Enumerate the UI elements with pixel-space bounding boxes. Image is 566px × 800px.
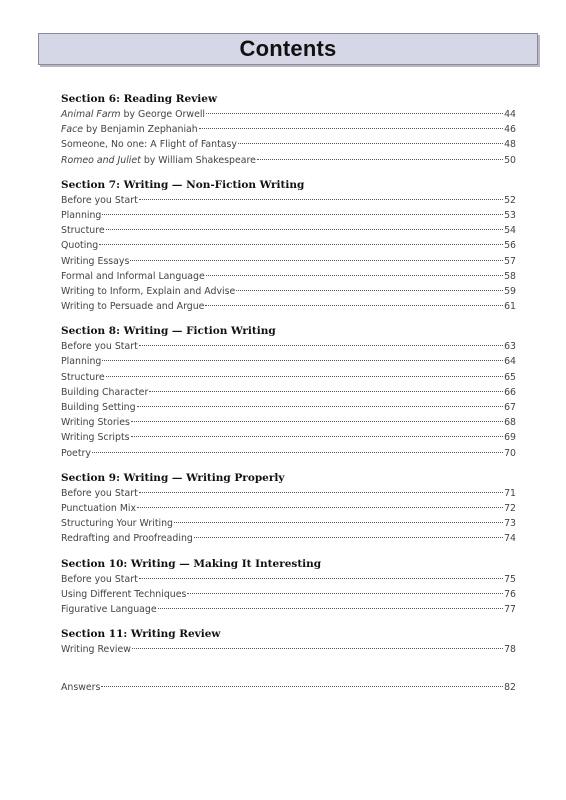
entry-label-text: Formal and Informal Language: [61, 270, 205, 282]
dot-leader: [139, 492, 503, 493]
dot-leader: [139, 578, 503, 579]
entry-label: [61, 238, 98, 253]
dot-leader: [149, 391, 503, 392]
entry-label: [61, 486, 138, 501]
dot-leader: [194, 537, 503, 538]
entry-page-number: 74: [504, 533, 516, 545]
toc-entry[interactable]: [61, 208, 516, 223]
entry-label-text: Writing to Inform, Explain and Advise: [61, 285, 236, 297]
entry-label: [61, 501, 136, 516]
entry-page-number: 44: [504, 109, 516, 120]
dot-leader: [158, 608, 503, 609]
entry-label-text: Building Setting: [61, 402, 136, 413]
entry-label: [61, 415, 130, 430]
entry-label-text: Structuring Your Writing: [61, 518, 173, 530]
entry-label: [61, 269, 205, 284]
dot-leader: [199, 128, 503, 129]
entry-label: [61, 602, 157, 617]
section-title: Section 10: Writing — Making It Interesting: [61, 557, 322, 570]
toc-entry[interactable]: [61, 446, 516, 461]
entry-page-number: 52: [504, 194, 516, 206]
toc-entry[interactable]: [61, 107, 516, 122]
entry-page-number: 64: [504, 356, 516, 368]
entry-label-text: Before you Start: [61, 194, 138, 206]
entry-label-text: Writing Review: [61, 644, 131, 656]
dot-leader: [130, 260, 503, 261]
toc-section: [61, 91, 516, 168]
entry-label-text: Structure: [61, 225, 105, 237]
section-title: Section 7: Writing — Non-Fiction Writing: [61, 178, 305, 191]
entry-label-text: Someone, No one: A Flight of Fantasy: [61, 139, 237, 151]
entry-label: [61, 122, 198, 137]
toc-entry[interactable]: [61, 516, 516, 531]
entry-page-number: 71: [504, 487, 516, 499]
toc-entry[interactable]: [61, 572, 516, 587]
entry-page-number: 69: [504, 432, 516, 444]
toc-entry[interactable]: [61, 122, 516, 137]
dot-leader: [139, 199, 503, 200]
toc-entry[interactable]: [61, 415, 516, 430]
entry-page-number: 48: [504, 139, 516, 151]
dot-leader: [102, 214, 503, 215]
page-title: Contents: [239, 36, 337, 61]
entry-label: [61, 299, 204, 314]
entry-label: [61, 354, 101, 369]
entry-page-number: 54: [504, 225, 516, 237]
toc-entry[interactable]: [61, 400, 516, 415]
entry-page-number: 65: [504, 371, 516, 383]
entry-page-number: 66: [504, 386, 516, 398]
entry-label: [61, 339, 138, 354]
entry-page-number: 50: [504, 154, 516, 166]
dot-leader: [137, 406, 503, 407]
answers-label: Answers: [61, 682, 101, 694]
entry-label-text: Building Character: [61, 386, 149, 398]
entry-page-number: 75: [504, 573, 516, 585]
toc-section: [61, 626, 516, 657]
entry-label-text: Before you Start: [61, 487, 138, 499]
entry-label-text: Using Different Techniques: [61, 588, 187, 600]
dot-leader: [206, 275, 503, 276]
entry-label-text: Writing Scripts: [61, 432, 130, 444]
dot-leader: [205, 305, 503, 306]
entry-page-number: 63: [504, 341, 516, 353]
toc-entry[interactable]: [61, 223, 516, 238]
toc-entry[interactable]: [61, 385, 516, 400]
dot-leader: [106, 376, 503, 377]
dot-leader: [257, 159, 503, 160]
toc-section: [61, 177, 516, 315]
entry-label: [61, 516, 173, 531]
entry-label-text: by William Shakespeare: [140, 154, 256, 166]
entry-label: [61, 385, 148, 400]
entry-label: [61, 107, 205, 122]
toc-entry[interactable]: [61, 486, 516, 501]
dot-leader: [92, 452, 503, 453]
toc-entry[interactable]: [61, 254, 516, 269]
entry-label: [61, 370, 105, 385]
toc-entry[interactable]: [61, 284, 516, 299]
answers-page-number: 82: [504, 682, 516, 694]
dot-leader: [101, 686, 503, 687]
entry-label: [61, 430, 130, 445]
entry-page-number: 76: [504, 588, 516, 600]
entry-label-text: by George Orwell: [120, 109, 206, 120]
entry-page-number: 73: [504, 518, 516, 530]
toc-entry[interactable]: [61, 587, 516, 602]
toc-entry[interactable]: [61, 339, 516, 354]
dot-leader: [236, 290, 503, 291]
dot-leader: [174, 522, 503, 523]
entry-label-text: by Benjamin Zephaniah: [83, 124, 198, 136]
dot-leader: [137, 507, 503, 508]
dot-leader: [139, 345, 503, 346]
entry-label: [61, 153, 256, 168]
entry-label-text: Redrafting and Proofreading: [61, 533, 193, 545]
section-title: Section 6: Reading Review: [61, 93, 218, 105]
entry-page-number: 70: [504, 447, 516, 459]
entry-label-text: Figurative Language: [61, 603, 157, 615]
entry-label-italic: Romeo and Juliet: [61, 154, 141, 166]
entry-page-number: 78: [504, 644, 516, 656]
entry-label-text: Writing Stories: [61, 417, 130, 429]
entry-label: [61, 587, 186, 602]
entry-label-text: Quoting: [61, 240, 99, 252]
entry-page-number: 57: [504, 255, 516, 267]
toc-entry[interactable]: [61, 531, 516, 546]
dot-leader: [131, 421, 503, 422]
toc-entry[interactable]: [61, 238, 516, 253]
dot-leader: [106, 229, 503, 230]
toc-entry[interactable]: [61, 354, 516, 369]
toc-entry[interactable]: [61, 193, 516, 208]
entry-page-number: 58: [504, 270, 516, 282]
entry-page-number: 67: [504, 402, 516, 413]
toc-section: [61, 323, 516, 461]
entry-label: [61, 284, 235, 299]
toc-entry[interactable]: [61, 153, 516, 168]
entry-label-italic: Face: [61, 124, 84, 136]
entry-label-text: Poetry: [61, 447, 91, 459]
section-title: Section 8: Writing — Fiction Writing: [61, 325, 276, 338]
entry-label: [61, 137, 237, 152]
toc-section: [61, 556, 516, 618]
dot-leader: [132, 648, 503, 649]
entry-page-number: 68: [504, 417, 516, 429]
entry-page-number: 46: [504, 124, 516, 136]
toc-entry[interactable]: [61, 370, 516, 385]
toc-entry[interactable]: [61, 501, 516, 516]
entry-page-number: 56: [504, 240, 516, 252]
toc-entry[interactable]: [61, 137, 516, 152]
entry-page-number: 61: [504, 301, 516, 313]
toc-entry[interactable]: [61, 602, 516, 617]
entry-label: [61, 193, 138, 208]
entry-label: [61, 572, 138, 587]
entry-label-text: Planning: [61, 356, 102, 368]
entry-label: [61, 208, 101, 223]
entry-label-italic: Animal Farm: [61, 109, 121, 120]
entry-label: [61, 223, 105, 238]
answers-entry[interactable]: [61, 680, 516, 695]
entry-label-text: Punctuation Mix: [61, 502, 137, 514]
table-of-contents: [61, 91, 516, 695]
toc-entry[interactable]: [61, 269, 516, 284]
entry-label: [61, 254, 129, 269]
section-title: Section 9: Writing — Writing Properly: [61, 471, 285, 484]
entry-label: [61, 400, 136, 415]
entry-label: [61, 642, 131, 657]
entry-label: [61, 531, 193, 546]
entry-label-text: Writing to Persuade and Argue: [61, 301, 205, 313]
section-title: Section 11: Writing Review: [61, 628, 221, 641]
contents-header: [38, 33, 538, 65]
dot-leader: [102, 360, 503, 361]
entry-label-text: Structure: [61, 371, 105, 383]
entry-page-number: 59: [504, 285, 516, 297]
dot-leader: [206, 113, 503, 114]
dot-leader: [99, 244, 503, 245]
entry-label-text: Before you Start: [61, 573, 138, 585]
entry-label-text: Before you Start: [61, 341, 138, 353]
toc-entry[interactable]: [61, 642, 516, 657]
entry-label: [61, 446, 91, 461]
entry-page-number: 72: [504, 502, 516, 514]
entry-label-text: Writing Essays: [61, 255, 130, 267]
toc-entry[interactable]: [61, 430, 516, 445]
entry-label-text: Planning: [61, 209, 102, 221]
toc-section: [61, 470, 516, 547]
entry-page-number: 53: [504, 209, 516, 221]
dot-leader: [131, 436, 504, 437]
dot-leader: [238, 143, 503, 144]
dot-leader: [187, 593, 503, 594]
entry-page-number: 77: [504, 603, 516, 615]
toc-entry[interactable]: [61, 299, 516, 314]
